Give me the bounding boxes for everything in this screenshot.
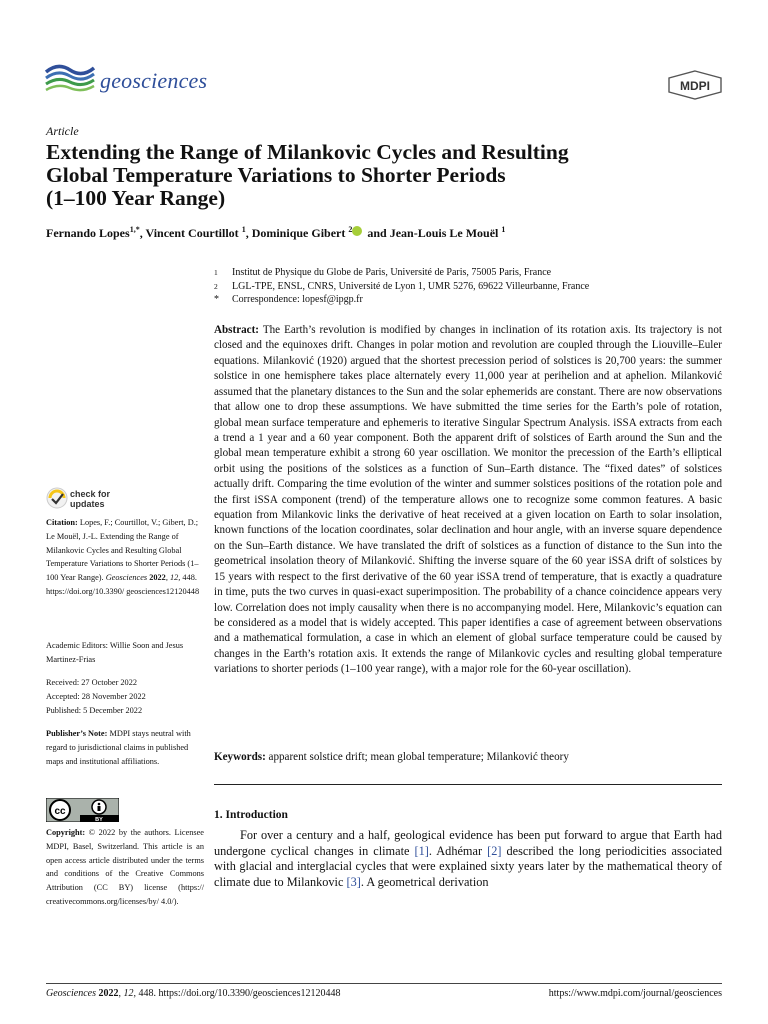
check-line: updates bbox=[70, 498, 105, 509]
abstract bbox=[214, 323, 722, 678]
title-line: Extending the Range of Milankovic Cycles and Resulting bbox=[46, 140, 569, 164]
footer-journal: Geosciences bbox=[46, 988, 96, 999]
title-line: (1–100 Year Range) bbox=[46, 186, 226, 210]
citation-block bbox=[46, 516, 204, 599]
svg-text:cc: cc bbox=[54, 806, 66, 817]
correspondence-text[interactable]: Correspondence: lopesf@ipgp.fr bbox=[232, 294, 363, 305]
affiliation-marker: 1 bbox=[501, 225, 506, 234]
cc-by-text: BY bbox=[95, 817, 103, 822]
received-date: Received: 27 October 2022 bbox=[46, 678, 138, 687]
affiliation-mark: 1 bbox=[214, 268, 218, 277]
introduction-paragraph bbox=[214, 828, 722, 891]
journal-name[interactable]: geosciences bbox=[100, 68, 208, 93]
abstract-text: The Earth’s revolution is modified by changes in inclination of its rotation axis. Its trajectory is not closed and the equinoxes drift. Changes in polar motion and revolution are coupled through the Liouville–Euler equations. Milanković (1920) argued that the shortest precession period of solstices is 20,700 years: the summer solstice in one hemisphere takes place alternately every 11,000 year at perihelion and at aphelion. Milanković assumed that the planetary distances to the Sun and the solar ephemerids are constant. There are now observations that allow one to drop these assumptions. We have submitted the time series for the Earth’s pole of rotation, global mean surface temperature and ephemeris to iterative Singular Spectrum Analysis. iSSA extracts from each a trend a 1 year and a 60 year component. Both the apparent drift of solstices of Earth around the Sun and the global mean temperature exhibit a strong 60 year oscillation. We monitor the precession of the Earth’s elliptical orbit using the positions of the solstices as a function of Sun–Earth distance. The “fixed dates” of solstices actually drift. Comparing the time evolution of the winter and summer solstices positions of the rotation pole and the first iSSA component (trend) of the temperature allows one to recognize some common features. A basic equation from Milankovic links the derivative of heat received at a given location on Earth to solar insolation, known functions of the location coordinates, solar declination and hour angle, with an inverse square dependence on the Sun–Earth distance. We have translated the drift of solstices as a function of distance to the Sun into the geometrical insolation theory of Milanković. Shifting the inverse square of the 60 year iSSA drift of solstices by 15 years with respect to the first derivative of the 60 year iSSA trend of temperature, that is exactly a quadrature in time, puts the two curves in quasi-exact superimposition. The probability of a chance coincidence appears very low. Correlation does not imply causality when there is no accompanying model. Here, Milankovic’s equation can be considered as a model that is widely accepted. This paper identifies a case of agreement between observations and a mathematical formulation, a case in which an element of global surface temperature could be caused by changes in the Earth’s rotation axis. It extends the range of Milankovic cycles and resulting global temperature variations to shorter periods (1–100 year range), with a major role for the 60-year oscillation). bbox=[214, 324, 722, 676]
citation-label: Citation: bbox=[46, 518, 78, 527]
author-name[interactable]: Fernando Lopes bbox=[46, 226, 130, 240]
intro-text: . A geometrical derivation bbox=[360, 875, 489, 890]
copyright-text: © 2022 by the authors. Licensee MDPI, Basel, Switzerland. This article is an open access article distributed under the terms and conditions of the Creative Commons Attribution (CC BY) license (https:// creativecommons.org/licenses/by/ 4.0/). bbox=[46, 828, 204, 906]
footer-citation bbox=[46, 988, 341, 999]
intro-text: . Adhémar bbox=[428, 843, 488, 858]
footer-doi[interactable]: 448. https://doi.org/10.3390/geosciences12120448 bbox=[135, 988, 341, 999]
citation-link[interactable]: [2] bbox=[487, 843, 502, 858]
author-name[interactable]: , Vincent Courtillot bbox=[139, 226, 239, 240]
author-name[interactable]: , Dominique Gibert bbox=[245, 226, 346, 240]
citation-doi[interactable]: 448. https://doi.org/10.3390/ geosciences12120448 bbox=[46, 573, 200, 596]
journal-header bbox=[44, 58, 724, 108]
keywords-label: Keywords: bbox=[214, 751, 266, 763]
footer-journal-url[interactable]: https://www.mdpi.com/journal/geosciences bbox=[548, 988, 722, 999]
affiliation-text: LGL-TPE, ENSL, CNRS, Université de Lyon 1, UMR 5276, 69622 Villeurbanne, France bbox=[232, 280, 590, 292]
page-footer bbox=[46, 988, 722, 1000]
affiliation-mark: * bbox=[214, 294, 219, 305]
keywords-text: apparent solstice drift; mean global temperature; Milanković theory bbox=[265, 751, 569, 763]
citation-text: Lopes, F.; Courtillot, V.; Gibert, D.; Le Mouël, J.-L. Extending the Range of Milankovic Cycles and Resulting Global Temperature Variations to Shorter Periods (1–100 Year Range). bbox=[46, 518, 199, 582]
citation-link[interactable]: [3] bbox=[346, 875, 361, 890]
affiliation-marker: 1 bbox=[241, 225, 246, 234]
intro-text: described the long periodicities associated with glacial and interglacial cycles that were explained sixty years later by the mathematical theory of climate due to Milankovic bbox=[214, 843, 723, 890]
published-date: Published: 5 December 2022 bbox=[46, 705, 143, 715]
intro-text: For over a century and a half, geological evidence has been put forward to argue that Earth had undergone cyclical changes in climate bbox=[214, 828, 722, 858]
check-for-updates-label[interactable] bbox=[70, 490, 110, 509]
publishers-note bbox=[46, 727, 204, 768]
author-list bbox=[46, 225, 505, 241]
author-name[interactable]: and Jean-Louis Le Mouël bbox=[364, 226, 499, 240]
section-heading: 1. Introduction bbox=[214, 809, 288, 821]
mdpi-logo-icon[interactable] bbox=[666, 70, 724, 100]
abstract-label: Abstract: bbox=[214, 324, 259, 336]
affiliation-text: Institut de Physique du Globe de Paris, Université de Paris, 75005 Paris, France bbox=[232, 267, 552, 278]
accepted-date: Accepted: 28 November 2022 bbox=[46, 691, 146, 701]
note-label: Publisher’s Note: bbox=[46, 729, 108, 738]
mdpi-logo-text: MDPI bbox=[680, 79, 710, 93]
footer-volume: , 12, bbox=[118, 988, 136, 999]
keywords bbox=[214, 750, 722, 765]
article-type: Article bbox=[46, 124, 79, 138]
check-line: check for bbox=[70, 489, 111, 499]
affiliation-marker: 2 bbox=[348, 225, 353, 234]
citation-year: 2022 bbox=[147, 573, 166, 582]
affiliation-row bbox=[214, 293, 589, 307]
affiliation-row bbox=[214, 280, 589, 294]
geosciences-logo-icon bbox=[44, 58, 96, 96]
citation-link[interactable]: [1] bbox=[414, 843, 429, 858]
footer-divider bbox=[46, 983, 722, 984]
title-line: Global Temperature Variations to Shorter Periods bbox=[46, 163, 506, 187]
copyright-label: Copyright: bbox=[46, 828, 86, 837]
note-text: MDPI stays neutral with regard to jurisdictional claims in published maps and institutional affiliations. bbox=[46, 729, 191, 766]
section-divider bbox=[214, 784, 722, 785]
affiliation-row bbox=[214, 266, 589, 280]
copyright-block bbox=[46, 826, 204, 909]
citation-journal: Geosciences bbox=[105, 573, 148, 582]
affiliation-mark: 2 bbox=[214, 281, 218, 291]
footer-year: 2022 bbox=[95, 988, 119, 999]
article-title bbox=[46, 141, 706, 210]
citation-volume: , 12, bbox=[165, 573, 181, 582]
dates-block bbox=[46, 676, 204, 717]
orcid-icon[interactable] bbox=[352, 226, 362, 236]
affiliations bbox=[214, 266, 589, 307]
academic-editors: Academic Editors: Willie Soon and Jesus Martinez-Frias bbox=[46, 641, 184, 664]
cc-by-license-icon[interactable] bbox=[46, 798, 119, 822]
affiliation-marker: 1,* bbox=[129, 225, 140, 234]
